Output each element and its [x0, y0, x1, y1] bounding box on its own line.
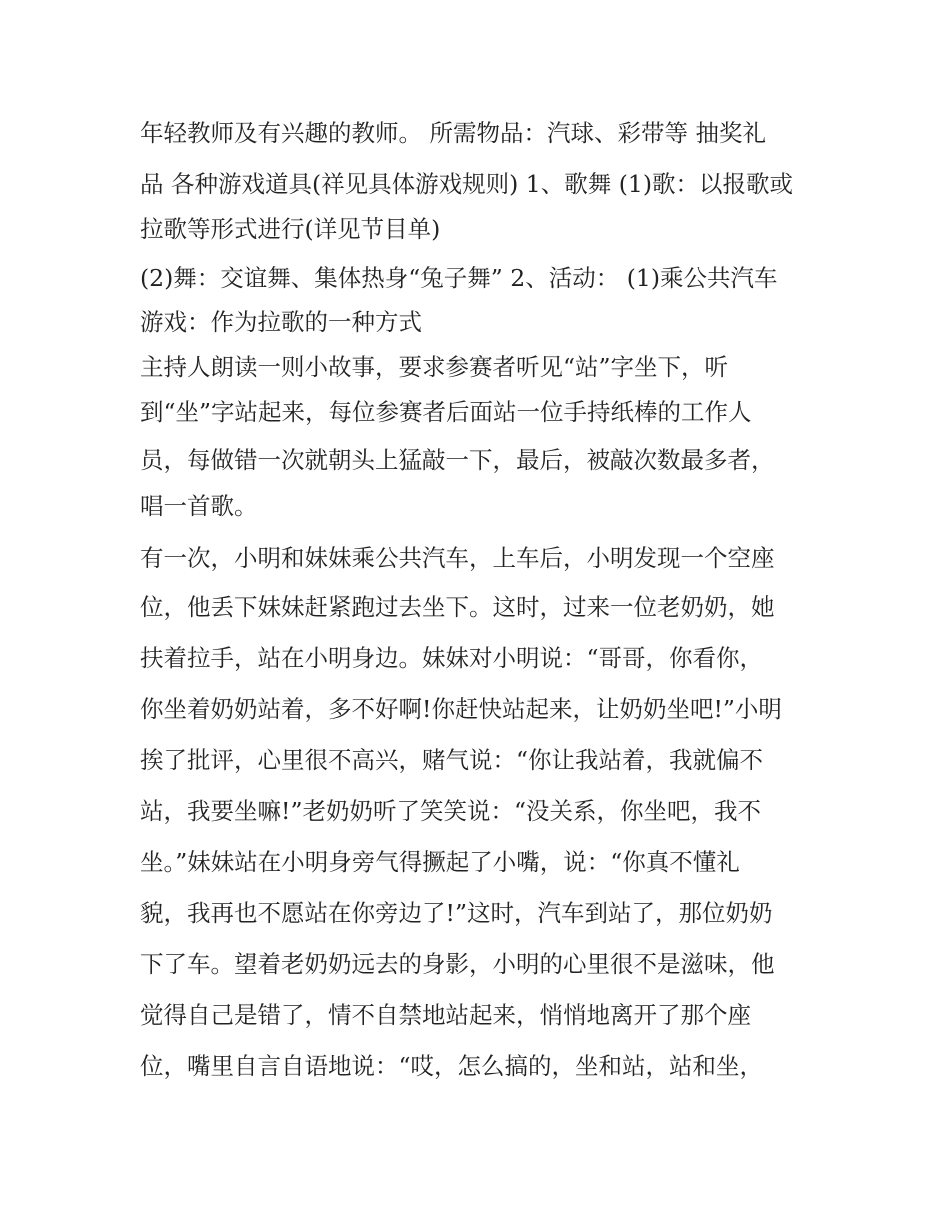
text-line: 游戏：作为拉歌的一种方式	[140, 308, 422, 336]
text-line: 唱一首歌。	[140, 492, 258, 520]
text-line: 到“坐”字站起来，每位参赛者后面站一位手持纸棒的工作人	[140, 398, 752, 426]
text-line: 员，每做错一次就朝头上猛敲一下，最后，被敲次数最多者，	[140, 446, 775, 474]
text-line: 坐。”妹妹站在小明身旁气得撅起了小嘴，说：“你真不懂礼	[140, 848, 740, 876]
text-line: 觉得自己是错了，情不自禁地站起来，悄悄地离开了那个座	[140, 1001, 751, 1029]
text-line: 下了车。望着老奶奶远去的身影，小明的心里很不是滋味，他	[140, 950, 775, 978]
text-line: 年轻教师及有兴趣的教师。 所需物品：汽球、彩带等 抽奖礼	[140, 119, 766, 147]
text-line: 位，他丢下妹妹赶紧跑过去坐下。这时，过来一位老奶奶，她	[140, 593, 775, 621]
text-line: (2)舞：交谊舞、集体热身“兔子舞” 2、活动： (1)乘公共汽车	[140, 264, 778, 292]
text-line: 拉歌等形式进行(详见节目单)	[140, 215, 441, 243]
text-line: 挨了批评，心里很不高兴，赌气说：“你让我站着，我就偏不	[140, 746, 764, 774]
document-body	[140, 108, 820, 1092]
text-line: 主持人朗读一则小故事，要求参赛者听见“站”字坐下，听	[140, 353, 729, 381]
text-line: 扶着拉手，站在小明身边。妹妹对小明说：“哥哥，你看你，	[140, 644, 764, 672]
text-line: 貌，我再也不愿站在你旁边了!”这时，汽车到站了，那位奶奶	[140, 899, 773, 927]
text-line: 位，嘴里自言自语地说：“哎，怎么搞的，坐和站，站和坐，	[140, 1052, 764, 1080]
text-line: 站，我要坐嘛!”老奶奶听了笑笑说：“没关系，你坐吧，我不	[140, 797, 761, 825]
text-line: 品 各种游戏道具(祥见具体游戏规则) 1、歌舞 (1)歌：以报歌或	[140, 170, 793, 198]
text-line: 你坐着奶奶站着，多不好啊!你赶快站起来，让奶奶坐吧!”小明	[140, 695, 782, 723]
text-line: 有一次，小明和妹妹乘公共汽车，上车后，小明发现一个空座	[140, 544, 775, 572]
